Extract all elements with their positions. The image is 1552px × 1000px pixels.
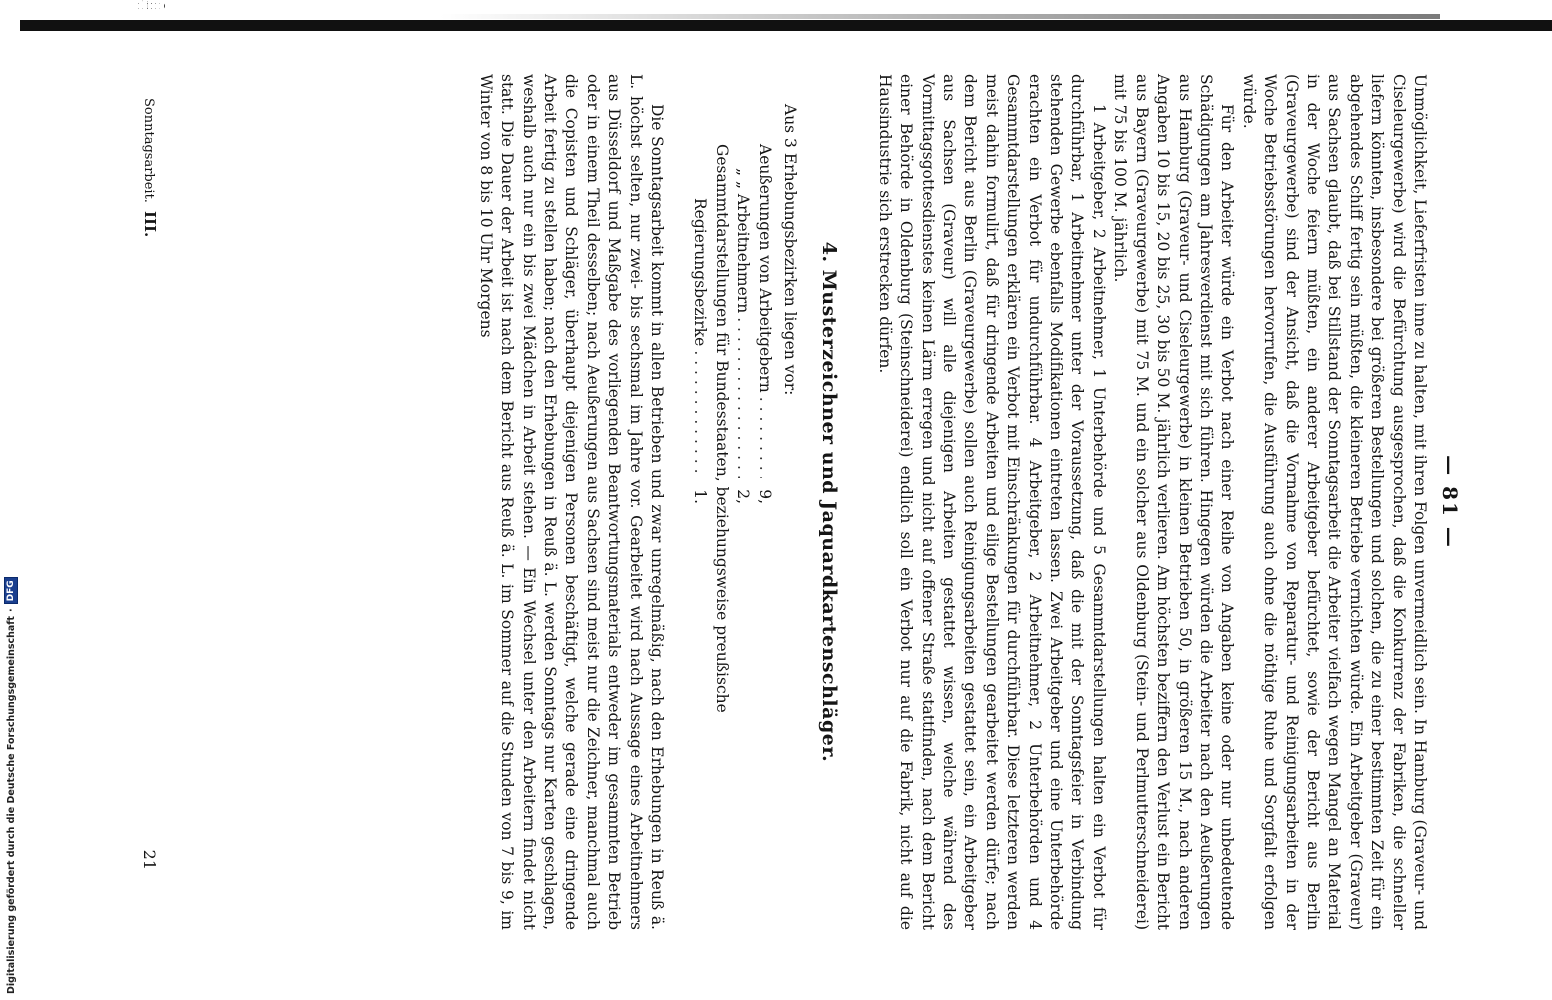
leader-dots bbox=[689, 350, 710, 478]
survey-list bbox=[689, 144, 775, 713]
scan-page-edge-shadow bbox=[440, 14, 1440, 19]
survey-row bbox=[689, 144, 710, 504]
body-paragraph: 1 Arbeitgeber, 2 Arbeitnehmer, 1 Unterbehörde und 5 Gesammtdarstellungen halten ein Verbot für durchführbar, 1 Arbeitnehmer unter der Voraussetzung, daß die mit der Sonntagsfeier in Verbindung stehenden Gewerbe ebenfalls Modifikationen eintreten lassen. Zwei Arbeitgeber und eine Unterbehörde erachten ein Verbot für undurchführbar. 4 Arbeitgeber, 2 Arbeitnehmer, 2 Unterbehörden und 4 Gesammtdarstellungen erklären ein Verbot mit Einschränkungen für durchführbar. Diese letzteren werden meist dahin formulirt, daß für dringende Arbeiten und eilige Bestellungen gearbeitet werden dürfe; nach dem Bericht aus Berlin (Graveurgewerbe) sollen auch Reinigungsarbeiten gestattet sein, ein Arbeitgeber aus Sachsen (Graveur) will alle diejenigen Arbeiten gestattet wissen, welche während des Vormittagsgottesdienstes keinen Lärm erregen und nicht auf offener Straße stattfinden, nach dem Bericht einer Behörde in Oldenburg (Steinschneiderei) endlich soll ein Verbot nur auf die Fabrik, nicht auf die Hausindustrie sich erstrecken dürfen. bbox=[875, 74, 1108, 930]
leader-dots bbox=[732, 317, 753, 478]
survey-row-label: „ „ Arbeitnehmern bbox=[734, 168, 753, 314]
scanned-page bbox=[80, 40, 1480, 960]
survey-row bbox=[732, 144, 753, 504]
survey-row-label: Aeußerungen von Arbeitgebern bbox=[755, 144, 774, 393]
survey-row-count: 1. bbox=[691, 489, 710, 504]
printer-signature-line bbox=[138, 74, 160, 930]
signature-number: 21 bbox=[140, 849, 159, 870]
survey-row-count: 9, bbox=[755, 489, 774, 504]
body-paragraph: Für den Arbeiter würde ein Verbot nach einer Reihe von Angaben keine oder nur unbedeutende Schädigungen am Jahresverdienst mit sich führen. Hingegen würden die Arbeiter nach den Aeußerungen aus Hamburg (Graveur- und Ciseleurgewerbe) in kleinen Betrieben 50, in größeren 15 M., nach anderen Angaben 10 bis 15, 20 bis 25, 30 bis 50 M. jährlich verlieren. Am höchsten beziffern den Verlust ein Bericht aus Bayern (Graveurgewerbe) mit 75 M. und ein solcher aus Oldenburg (Stein- und Perlmutterschneiderei) mit 75 bis 100 M. jährlich. bbox=[1111, 74, 1237, 930]
digitization-credit-sidebar: Digitalisierung gefördert durch die Deutsche Forschungsgemeinschaft · DFG bbox=[4, 594, 20, 994]
leader-dots bbox=[753, 397, 774, 478]
scan-top-border bbox=[20, 20, 1552, 31]
previous-page-fragment bbox=[138, 0, 168, 14]
survey-row-count: 2, bbox=[734, 489, 753, 504]
survey-row bbox=[710, 144, 731, 713]
body-paragraph: Die Sonntagsarbeit kommt in allen Betrieben und zwar unregelmäßig, nach den Erhebungen in Reuß ä. L. höchst selten, nur zwei- bis sechsmal im Jahre vor. Gearbeitet wird nach Aussage eines Arbeitnehmers aus Düsseldorf und Maßgabe des vorliegenden Beantwortungsmaterials entweder im gesammten Betrieb oder in einem Theil desselben; nach Aeußerungen aus Sachsen sind meist nur die Zeichner, manchmal auch die Copisten und Schläger, überhaupt diejenigen Personen beschäftigt, welche gerade eine dringende Arbeit fertig zu stellen haben; nach den Erhebungen in Reuß ä. L. werden Sonntags nur Karten geschlagen, weshalb auch nur ein bis zwei Mädchen in Arbeit stehen. — Ein Wechsel unter den Arbeitern findet nicht statt. Die Dauer der Arbeit ist nach dem Bericht aus Reuß ä. L. im Sommer auf die Stunden von 7 bis 9, im Winter von 8 bis 10 Uhr Morgens bbox=[476, 74, 666, 930]
signature-volume: III. bbox=[141, 210, 159, 238]
signature-title bbox=[138, 74, 160, 237]
survey-intro: Aus 3 Erhebungsbezirken liegen vor: bbox=[781, 104, 800, 396]
survey-row-label: Regierungsbezirke bbox=[691, 198, 710, 347]
signature-text: Sonntagsarbeit. bbox=[141, 98, 156, 203]
body-paragraph: Unmöglichkeit, Lieferfristen inne zu halten, mit ihren Folgen unvermeidlich sein. In Hamburg (Graveur- und Ciseleurgewerbe) wird die Befürchtung ausgesprochen, daß die Konkurrenz der Fabriken, die schneller liefern könnten, insbesondere bei größeren Bestellungen und solchen, die zu einer bestimmten Zeit für ein abgehendes Schiff fertig sein müßten, die kleineren Betriebe vernichten würde. Ein Arbeitgeber (Graveur) aus Sachsen glaubt, daß bei Stillstand der Sonntagsarbeit die Arbeiter vielfach wegen Mangel an Material in der Woche feiern müßten, ein anderer Arbeitgeber befürchtet, sowie der Bericht aus Berlin (Graveurgewerbe) sind der Ansicht, daß die Vornahme von Reparatur- und Reinigungsarbeiten in der Woche Betriebsstörungen hervorrufen, die Ausführung auch ohne die nöthige Ruhe und Sorgfalt erfolgen würde. bbox=[1239, 74, 1429, 930]
survey-row bbox=[753, 144, 774, 504]
dfg-logo: DFG bbox=[4, 577, 18, 604]
scanned-page-area bbox=[80, 40, 1480, 960]
page-number-header: — 81 — bbox=[1438, 455, 1462, 549]
section-heading: 4. Musterzeichner und Jaquardkartenschläger. bbox=[818, 241, 841, 763]
digitization-credit-text: Digitalisierung gefördert durch die Deutsche Forschungsgemeinschaft bbox=[5, 616, 17, 994]
survey-row-label: Gesammtdarstellungen für Bundesstaaten, beziehungsweise preußische bbox=[712, 144, 731, 713]
